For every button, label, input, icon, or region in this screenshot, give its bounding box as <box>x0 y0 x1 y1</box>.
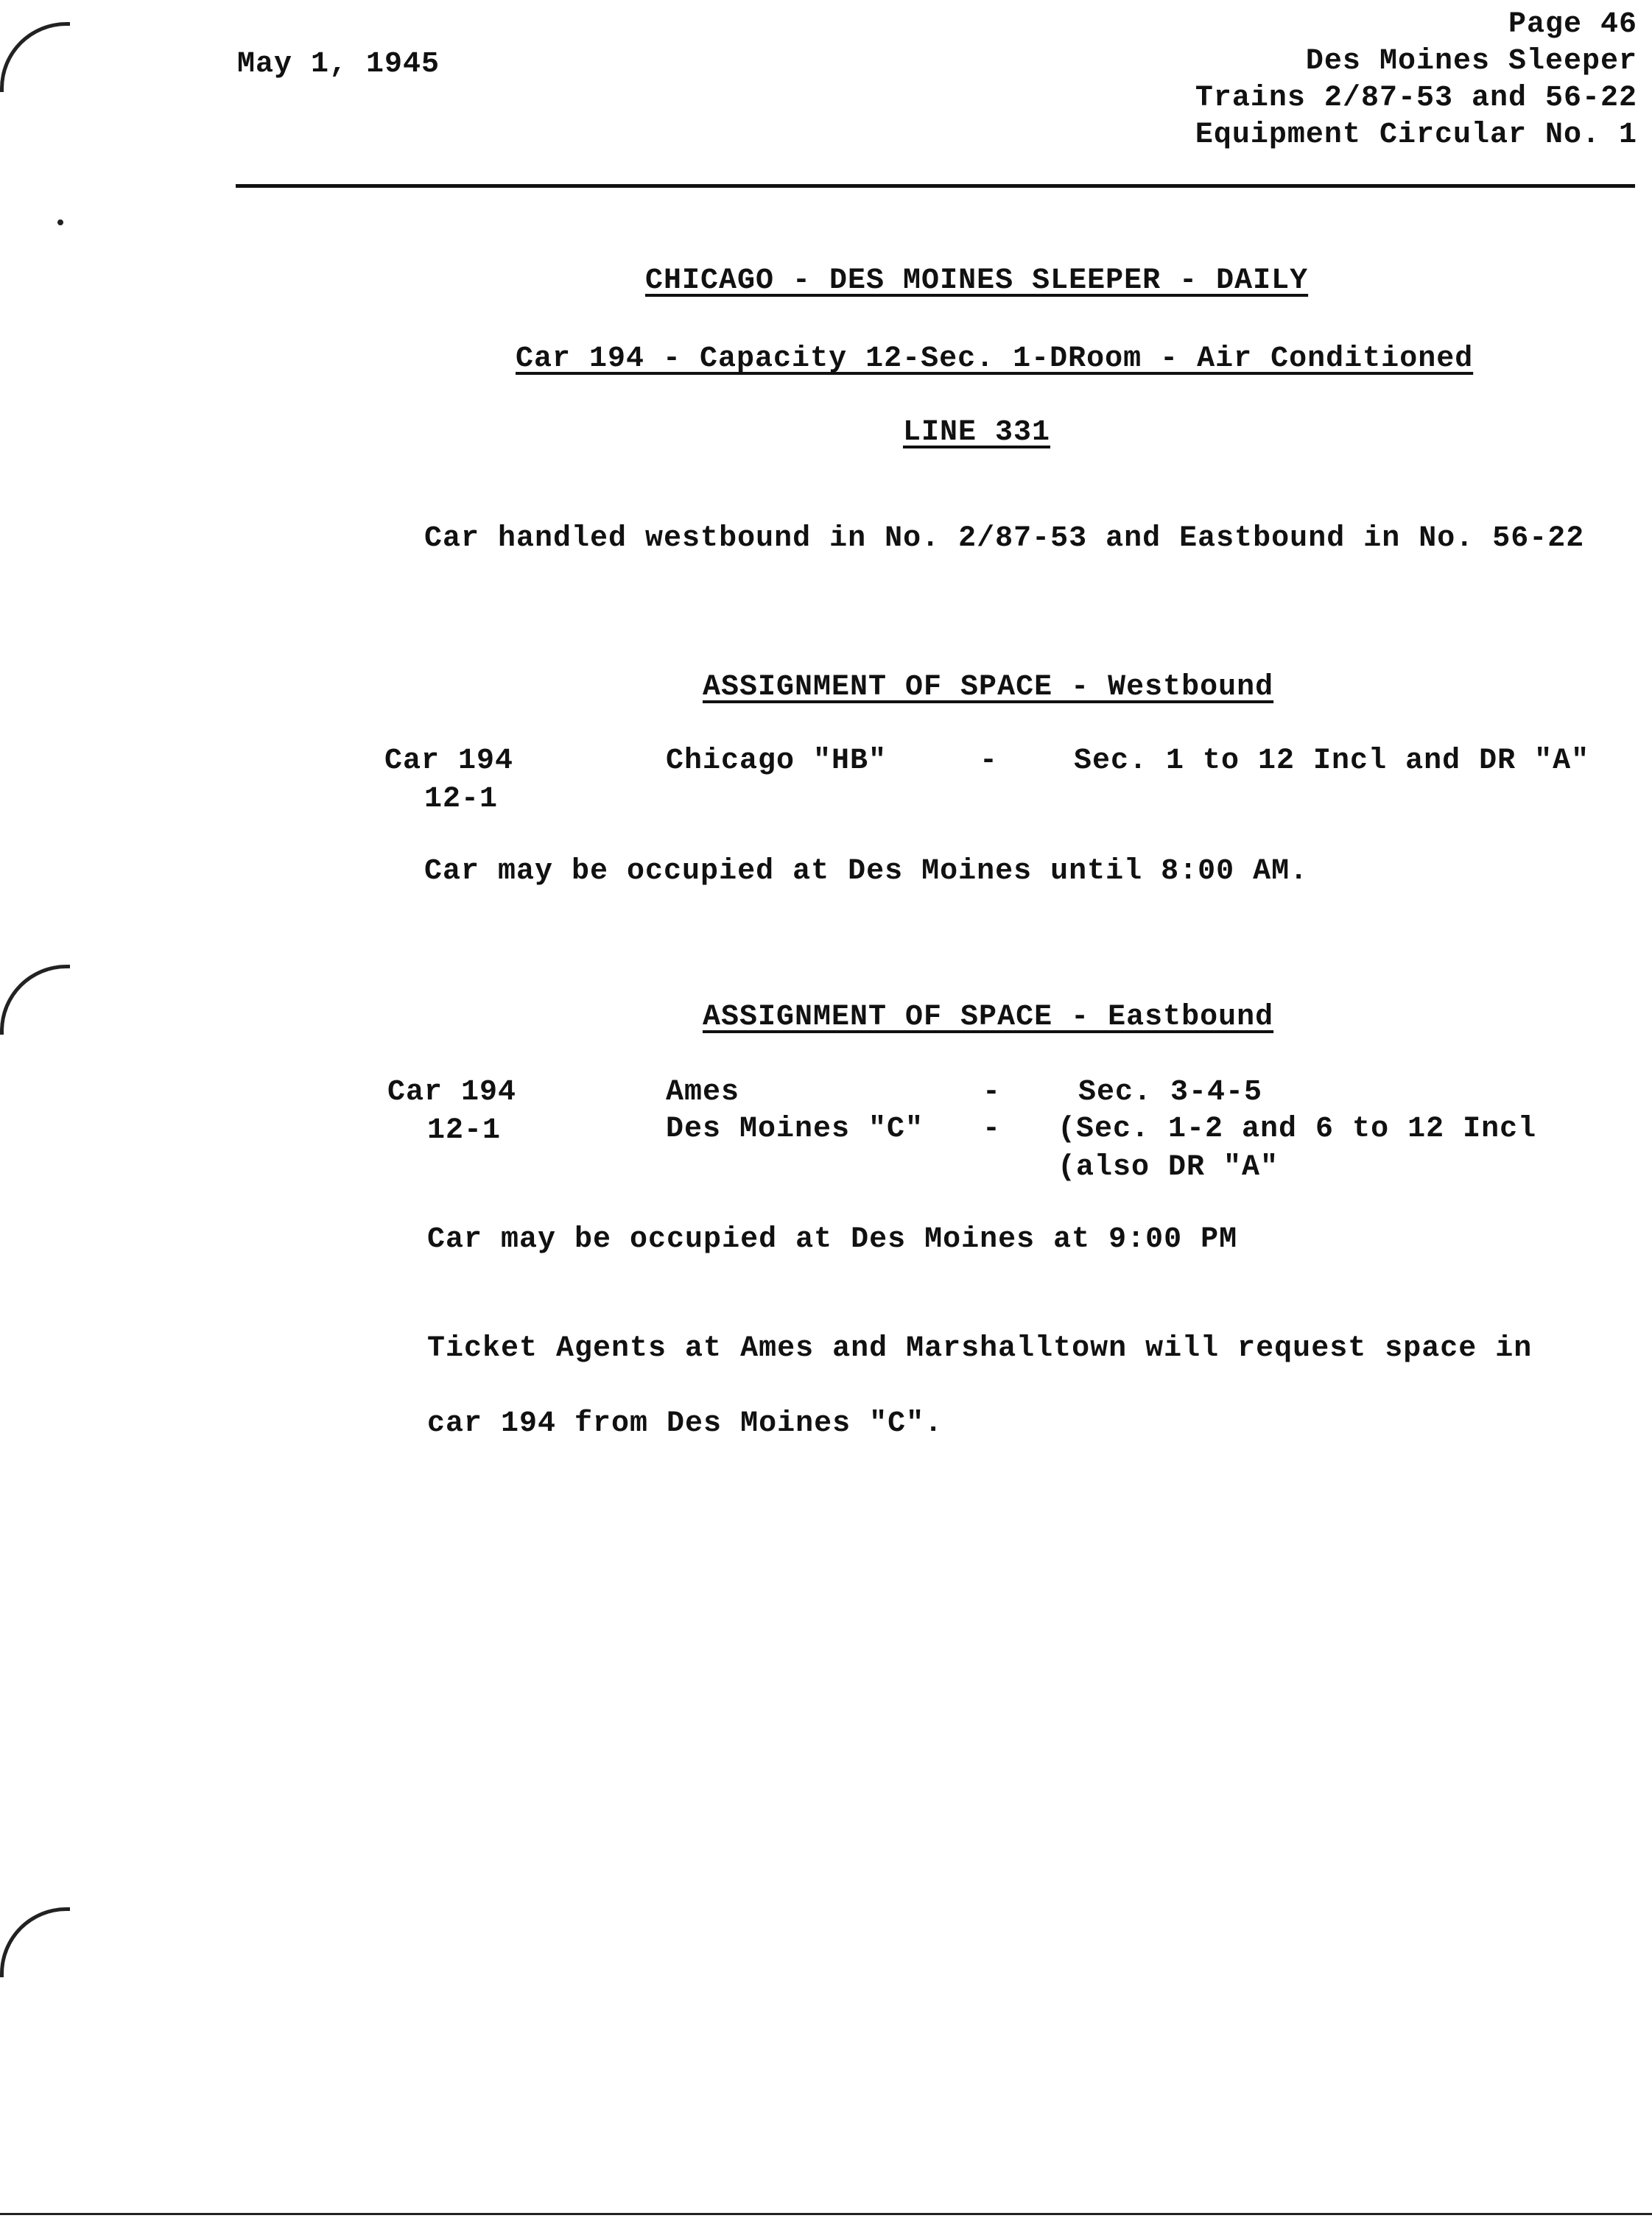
eastbound-heading: ASSIGNMENT OF SPACE - Eastbound <box>703 1001 1274 1034</box>
westbound-note: Car may be occupied at Des Moines until 8:00 AM. <box>424 855 1309 888</box>
westbound-station: Chicago "HB" <box>666 745 887 778</box>
header-page: Page 46 <box>1508 8 1637 41</box>
eastbound-row1-space: Sec. 3-4-5 <box>1078 1076 1263 1109</box>
westbound-space: Sec. 1 to 12 Incl and DR "A" <box>1074 745 1590 778</box>
line-title: LINE 331 <box>903 416 1051 449</box>
header-rule <box>236 184 1635 188</box>
westbound-car: Car 194 <box>384 745 514 778</box>
eastbound-row1-dash: - <box>983 1076 1002 1109</box>
eastbound-note: Car may be occupied at Des Moines at 9:00 PM <box>427 1223 1238 1256</box>
punch-hole-mark-bottom <box>0 1907 70 1977</box>
car-title: Car 194 - Capacity 12-Sec. 1-DRoom - Air Conditioned <box>516 342 1474 376</box>
eastbound-row1-station: Ames <box>666 1076 740 1109</box>
stray-mark <box>57 219 63 225</box>
eastbound-car-sub: 12-1 <box>427 1114 502 1147</box>
eastbound-car: Car 194 <box>387 1076 517 1109</box>
bottom-edge-line <box>0 2213 1652 2215</box>
westbound-heading: ASSIGNMENT OF SPACE - Westbound <box>703 671 1274 704</box>
main-title: CHICAGO - DES MOINES SLEEPER - DAILY <box>645 264 1309 298</box>
eastbound-row3-space: (also DR "A" <box>1058 1151 1279 1184</box>
header-trains: Trains 2/87-53 and 56-22 <box>1195 82 1637 115</box>
header-circular: Equipment Circular No. 1 <box>1195 119 1637 152</box>
header-sleeper: Des Moines Sleeper <box>1305 45 1637 78</box>
eastbound-row2-space: (Sec. 1-2 and 6 to 12 Incl <box>1058 1113 1537 1146</box>
eastbound-row2-dash: - <box>983 1113 1002 1146</box>
ticket-line-1: Ticket Agents at Ames and Marshalltown will request space in <box>427 1332 1533 1365</box>
westbound-dash: - <box>980 745 999 778</box>
punch-hole-mark-top <box>0 22 70 92</box>
ticket-line-2: car 194 from Des Moines "C". <box>427 1407 943 1440</box>
eastbound-row2-station: Des Moines "C" <box>666 1113 924 1146</box>
intro-text: Car handled westbound in No. 2/87-53 and Eastbound in No. 56-22 <box>424 522 1585 555</box>
header-date: May 1, 1945 <box>237 48 440 81</box>
punch-hole-mark-middle <box>0 965 70 1035</box>
westbound-car-sub: 12-1 <box>424 783 499 816</box>
